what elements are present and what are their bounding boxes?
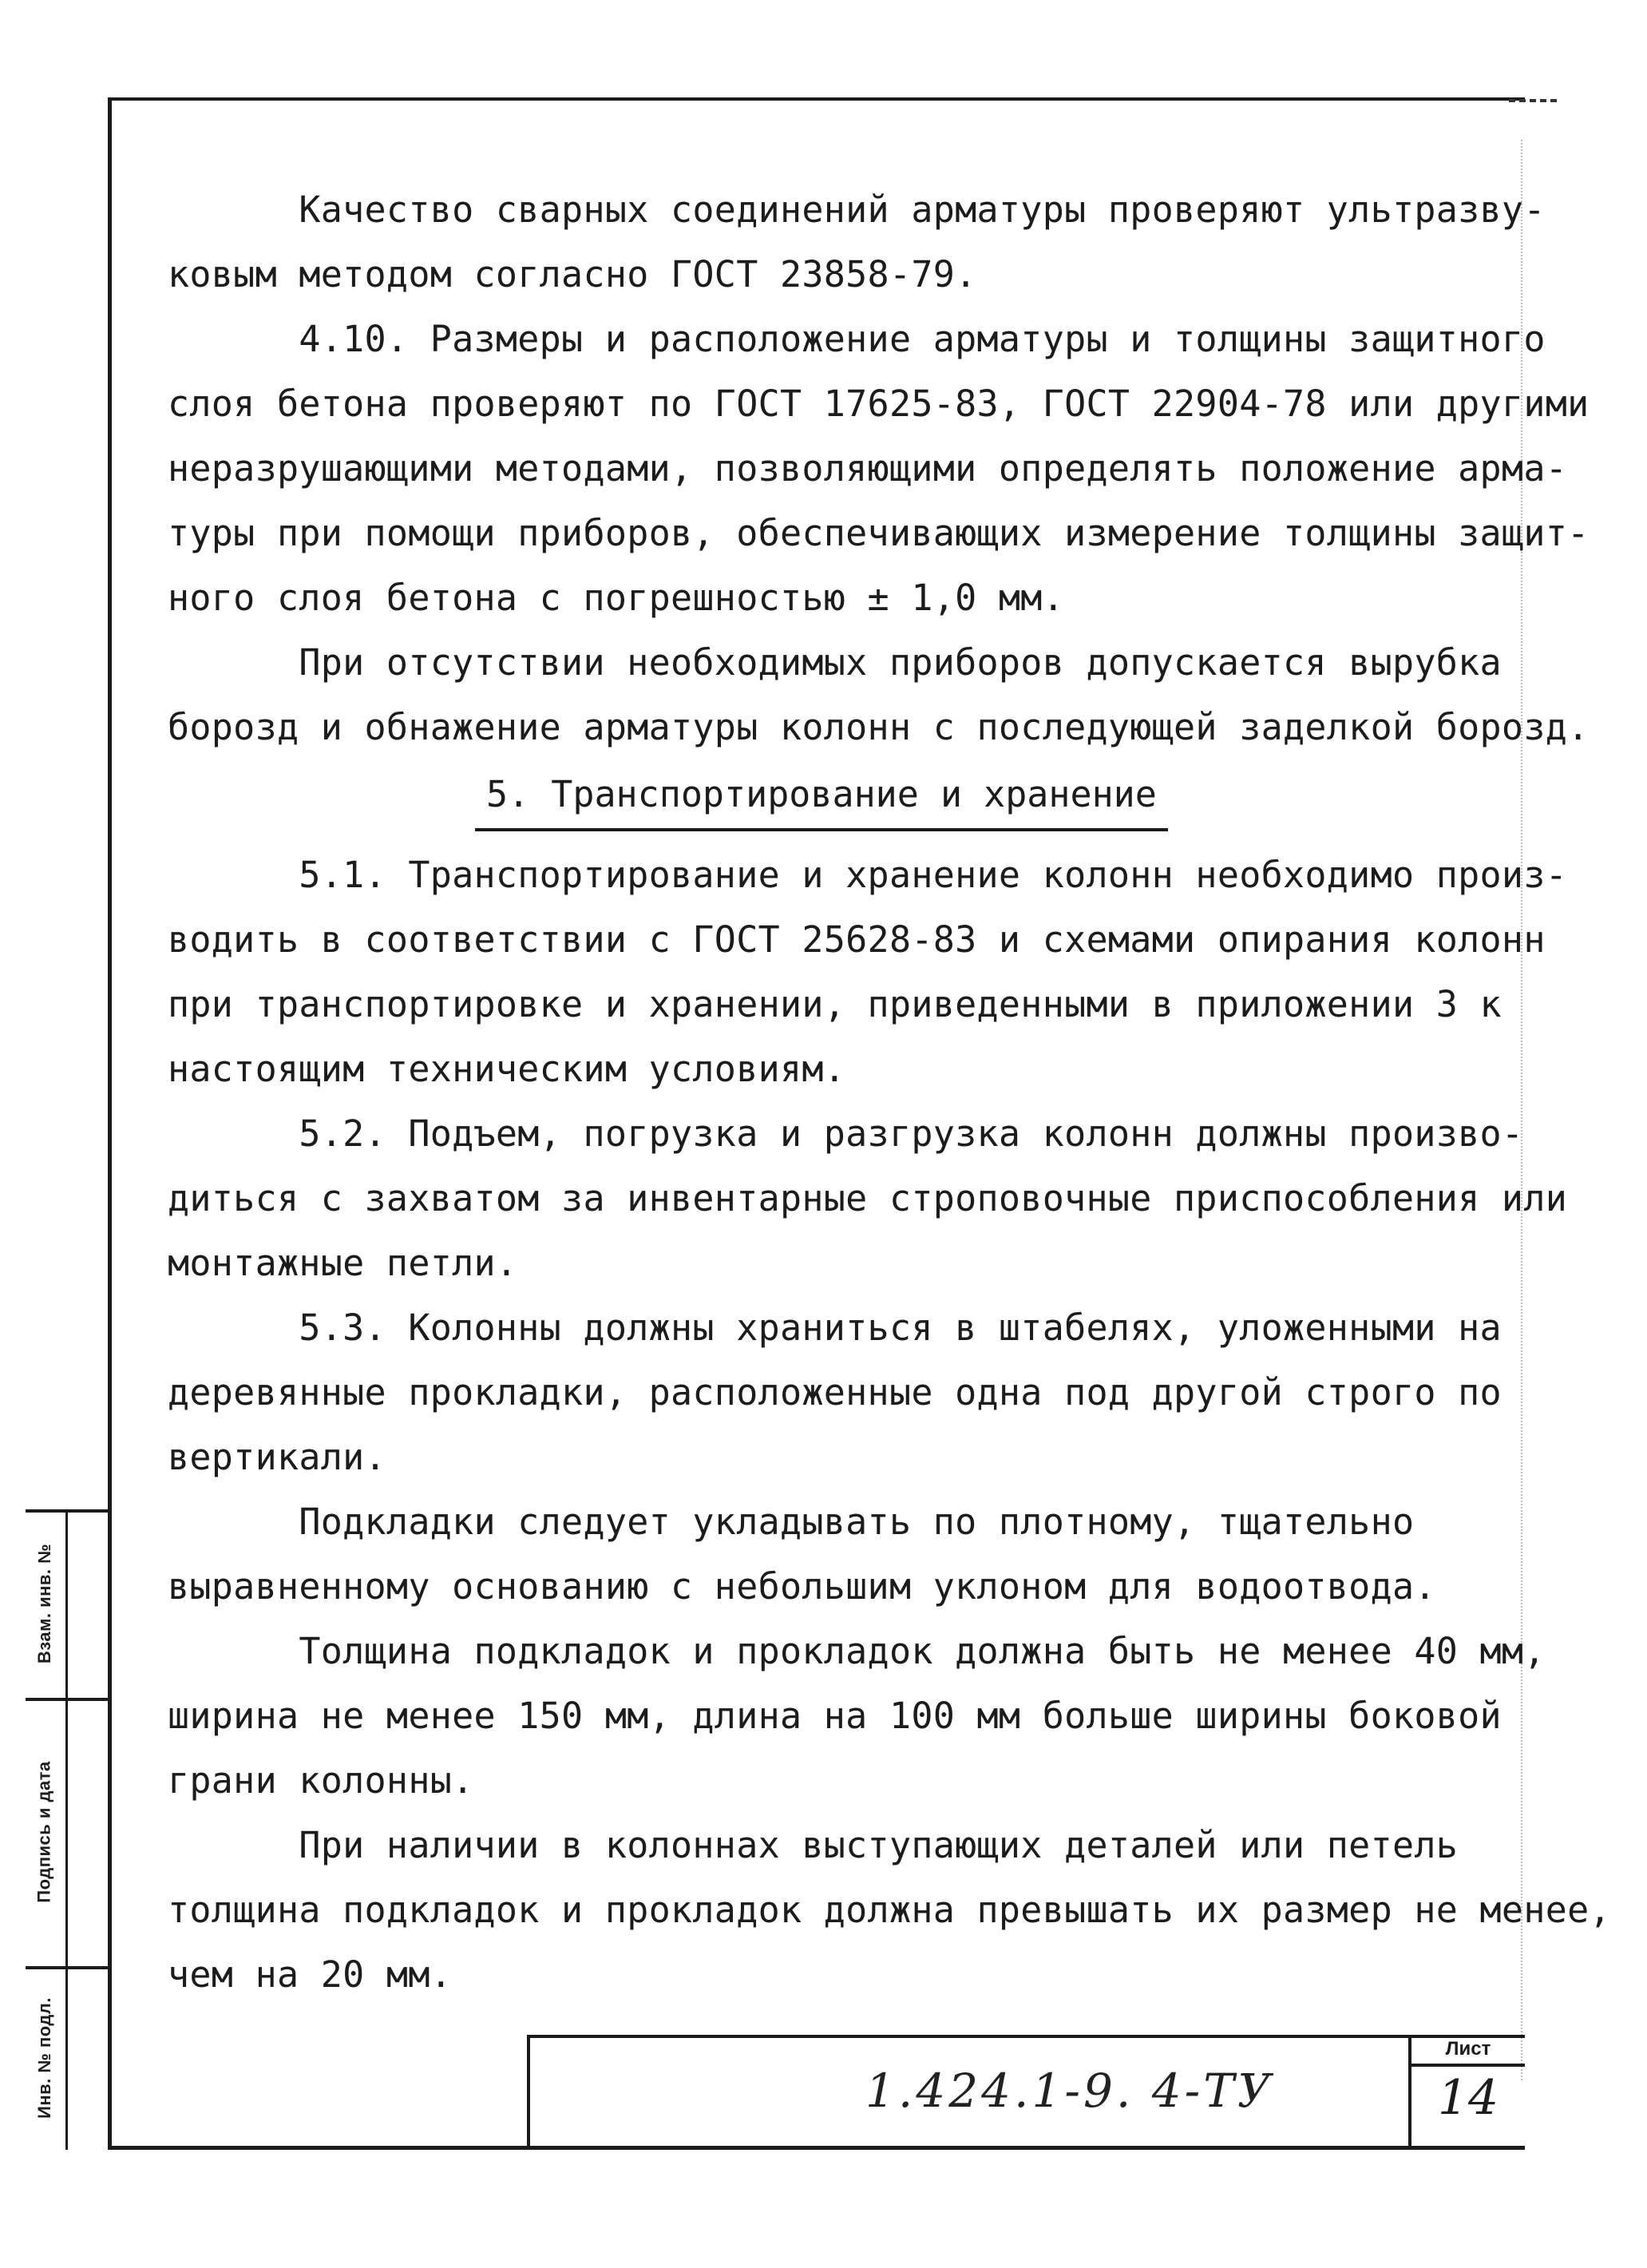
text-line: борозд и обнажение арматуры колонн с последующей заделкой борозд. bbox=[168, 706, 1590, 748]
document-code: 1.424.1-9. 4-ТУ bbox=[865, 2064, 1274, 2118]
text-line: ного слоя бетона с погрешностью ± 1,0 мм. bbox=[168, 577, 1065, 619]
text-line: монтажные петли. bbox=[168, 1242, 518, 1284]
text-line: Качество сварных соединений арматуры проверяют ультразву- bbox=[168, 188, 1546, 231]
title-block bbox=[527, 2035, 1525, 2150]
text-line: 5.3. Колонны должны храниться в штабелях, уложенными на bbox=[168, 1306, 1502, 1349]
text-line: ширина не менее 150 мм, длина на 100 мм больше ширины боковой bbox=[168, 1695, 1502, 1737]
section-heading: 5. Транспортирование и хранение bbox=[475, 764, 1168, 831]
text-line: 4.10. Размеры и расположение арматуры и толщины защитного bbox=[168, 318, 1546, 360]
side-stamp-inv-podl: Инв. № подл. bbox=[34, 1997, 55, 2119]
frame-right-edge bbox=[1521, 140, 1522, 2080]
text-line: Толщина подкладок и прокладок должна быть не менее 40 мм, bbox=[168, 1630, 1546, 1672]
section-heading-wrap bbox=[168, 764, 1477, 831]
text-line: чем на 20 мм. bbox=[168, 1953, 453, 1996]
text-line: 5.2. Подъем, погрузка и разгрузка колонн должны произво- bbox=[168, 1112, 1524, 1155]
side-stamp-divider bbox=[65, 1509, 68, 2150]
text-line: При наличии в колоннах выступающих деталей или петель bbox=[168, 1824, 1459, 1866]
frame-top-dash bbox=[1509, 99, 1557, 102]
side-stamp-podpis-data: Подпись и дата bbox=[34, 1761, 54, 1903]
text-line: вертикали. bbox=[168, 1436, 386, 1478]
text-line: Подкладки следует укладывать по плотному, тщательно bbox=[168, 1501, 1415, 1543]
side-stamp bbox=[26, 1509, 108, 2150]
sheet-cell bbox=[1408, 2035, 1525, 2150]
text-line: деревянные прокладки, расположенные одна под другой строго по bbox=[168, 1371, 1502, 1414]
document-body bbox=[168, 177, 1611, 2007]
text-line: при транспортировке и хранении, приведенными в приложении 3 к bbox=[168, 983, 1502, 1025]
text-line: 5.1. Транспортирование и хранение колонн необходимо произ- bbox=[168, 854, 1568, 896]
text-line: неразрушающими методами, позволяющими определять положение арма- bbox=[168, 447, 1568, 490]
text-line: водить в соответствии с ГОСТ 25628-83 и схемами опирания колонн bbox=[168, 918, 1546, 961]
text-line: настоящим техническим условиям. bbox=[168, 1048, 846, 1090]
text-line: выравненному основанию с небольшим уклоном для водоотвода. bbox=[168, 1565, 1436, 1608]
text-line: туры при помощи приборов, обеспечивающих измерение толщины защит- bbox=[168, 512, 1590, 554]
sheet-number: 14 bbox=[1437, 2070, 1499, 2126]
text-line: слоя бетона проверяют по ГОСТ 17625-83, ГОСТ 22904-78 или другими bbox=[168, 383, 1590, 425]
text-line: грани колонны. bbox=[168, 1759, 474, 1802]
text-line: ковым методом согласно ГОСТ 23858-79. bbox=[168, 253, 977, 295]
text-line: При отсутствии необходимых приборов допускается вырубка bbox=[168, 641, 1502, 684]
text-line: диться с захватом за инвентарные строповочные приспособления или bbox=[168, 1177, 1568, 1219]
text-line: толщина подкладок и прокладок должна превышать их размер не менее, bbox=[168, 1889, 1611, 1931]
side-stamp-vzam-inv: Взам. инв. № bbox=[34, 1543, 55, 1664]
sheet-label: Лист bbox=[1411, 2035, 1525, 2067]
